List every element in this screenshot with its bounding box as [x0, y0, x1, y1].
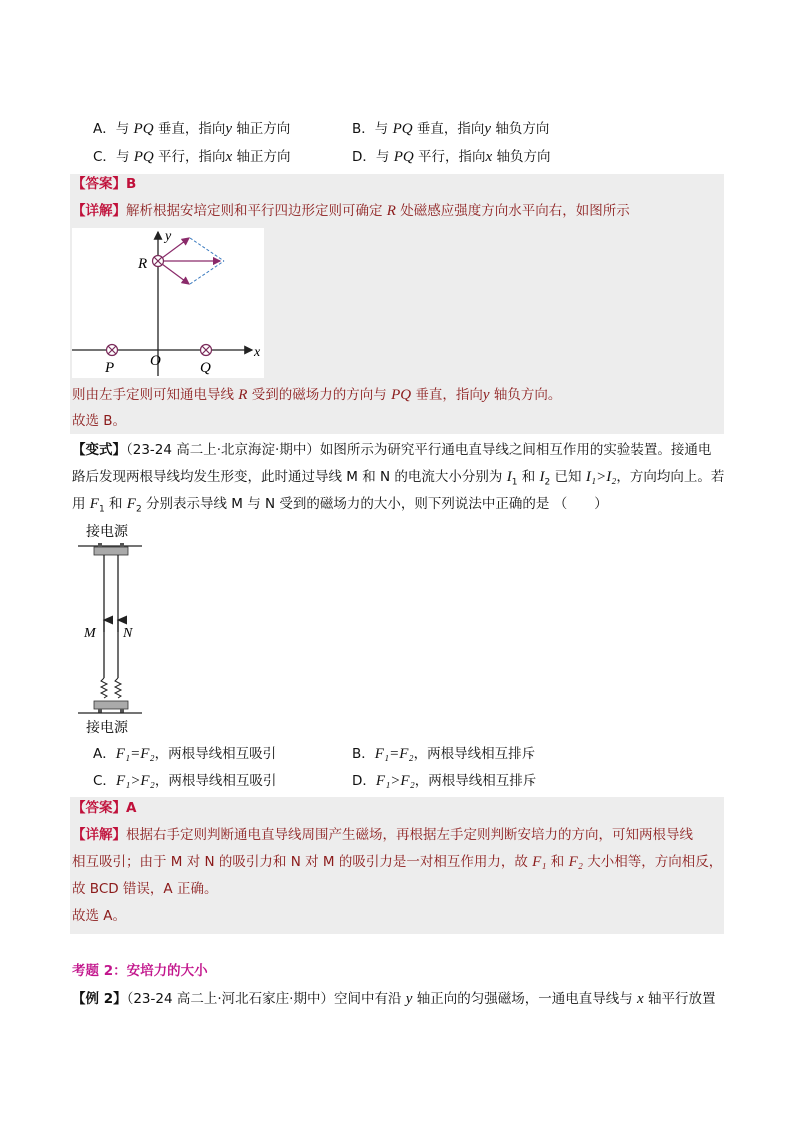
- label-o: O: [150, 353, 161, 369]
- choose-2: 故选 A。: [72, 908, 127, 924]
- variant-line-1: 【变式】（23-24 高二上·北京海淀·期中）如图所示为研究平行通电直导线之间相互作用的实验装置。接通电: [72, 442, 712, 458]
- detail-2-line-1: 【详解】根据右手定则判断通电直导线周围产生磁场，再根据左手定则判断安培力的方向，可知两根导线: [72, 827, 693, 843]
- example-2: 【例 2】（23-24 高二上·河北石家庄·期中）空间中有沿 y 轴正向的匀强磁场，一通电直导线与 x 轴平行放置: [72, 991, 716, 1007]
- label-r: R: [138, 256, 148, 272]
- variant-line-2: 路后发现两根导线均发生形变，此时通过导线 M 和 N 的电流大小分别为 $I_1$ 和 $I_2$ 已知 I₁>I₂，方向均向上。若: [72, 469, 725, 488]
- variant-line-3: 用 $F_1$ 和 $F_2$ 分别表示导线 M 与 N 受到的磁场力的大小，则下列说法中正确的是 （ ）: [72, 496, 608, 515]
- detail-2-line-2: 相互吸引；由于 M 对 N 的吸引力和 N 对 M 的吸引力是一对相互作用力，故 F₁ 和 F₂ 大小相等，方向相反，: [72, 854, 723, 870]
- label-q: Q: [200, 360, 211, 376]
- variant-option-c: C．F₁>F₂，两根导线相互吸引: [93, 773, 277, 789]
- variant-option-b: B．F₁=F₂，两根导线相互排斥: [352, 746, 536, 762]
- variant-option-d: D．F₁>F₂，两根导线相互排斥: [352, 773, 537, 789]
- conclusion-1: 则由左手定则可知通电导线 R 受到的磁场力的方向与 PQ 垂直，指向y 轴负方向。: [72, 387, 562, 403]
- option-b: B．与 PQ 垂直，指向y 轴负方向: [352, 121, 550, 137]
- parallel-wires-figure: [78, 520, 144, 738]
- label-p: P: [105, 360, 115, 376]
- answer-1: 【答案】B: [72, 176, 137, 192]
- power-label-bottom: 接电源: [86, 720, 128, 736]
- label-n: N: [123, 626, 133, 641]
- answer-2: 【答案】A: [72, 800, 137, 816]
- label-m: M: [84, 626, 96, 641]
- x-axis-label: x: [254, 345, 261, 360]
- option-c: C．与 PQ 平行，指向x 轴正方向: [93, 149, 291, 165]
- variant-option-a: A．F₁=F₂，两根导线相互吸引: [93, 746, 277, 762]
- option-d: D．与 PQ 平行，指向x 轴负方向: [352, 149, 551, 165]
- detail-2-line-3: 故 BCD 错误，A 正确。: [72, 881, 218, 897]
- choose-1: 故选 B。: [72, 413, 127, 429]
- spring-m: [101, 678, 107, 698]
- topic-2-heading: 考题 2：安培力的大小: [72, 963, 208, 979]
- magnetic-field-figure: [72, 228, 264, 378]
- option-a: A．与 PQ 垂直，指向y 轴正方向: [93, 121, 291, 137]
- power-label-top: 接电源: [86, 524, 128, 540]
- y-axis-label: y: [165, 229, 172, 244]
- spring-n: [115, 678, 121, 698]
- detail-1: 【详解】解析根据安培定则和平行四边形定则可确定 R 处磁感应强度方向水平向右，如图所示: [72, 203, 630, 219]
